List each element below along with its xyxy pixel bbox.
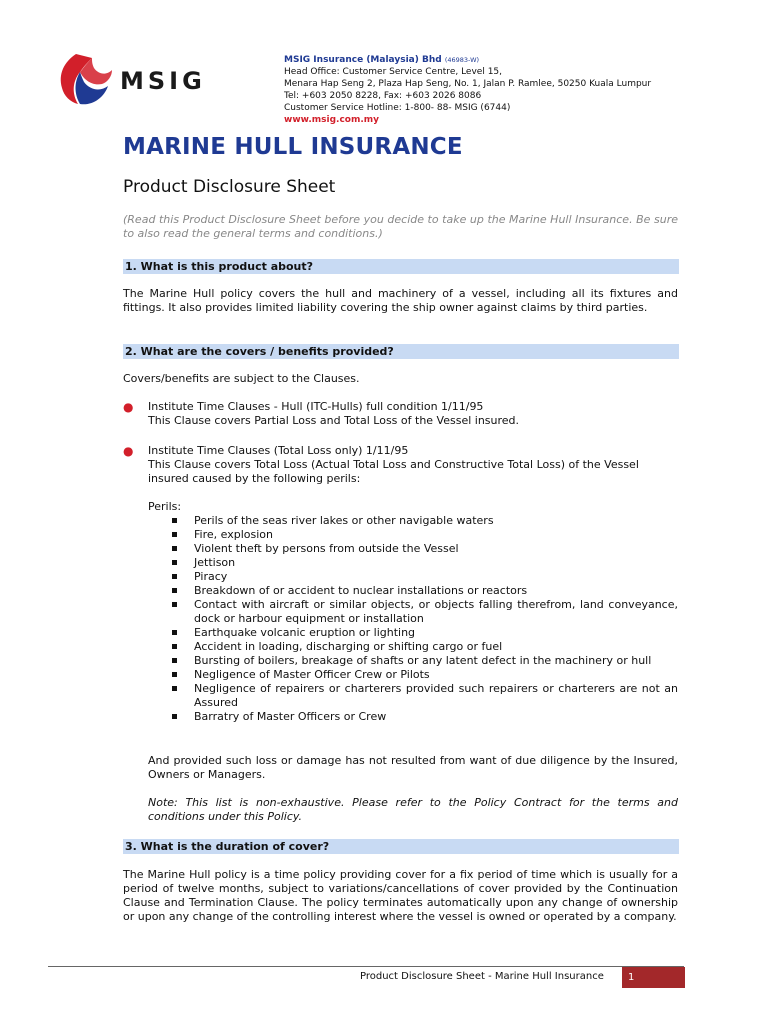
clause-desc: This Clause covers Partial Loss and Total Loss of the Vessel insured. <box>148 414 520 427</box>
square-bullet-icon <box>172 686 177 691</box>
company-info <box>284 54 651 126</box>
peril-text: Bursting of boilers, breakage of shafts or any latent defect in the machinery or hull <box>194 654 652 667</box>
section-3-body: The Marine Hull policy is a time policy providing cover for a fix period of time which is usually for a period of twelve months, subject to variations/cancellations of cover provided by the Continuation Clause and Termination Clause. The policy terminates automatically upon any change of ownership or upon any change of the controlling interest where the vessel is owned or operated by a company. <box>123 868 678 923</box>
peril-text: Negligence of repairers or charterers provided such repairers or charterers are not an Assured <box>194 682 678 709</box>
peril-text: Contact with aircraft or similar objects, or objects falling therefrom, land conveyance, dock or harbour equipment or installation <box>194 598 678 625</box>
peril-text: Negligence of Master Officer Crew or Pilots <box>194 668 430 681</box>
company-name-text: MSIG Insurance (Malaysia) Bhd <box>284 55 442 65</box>
logo-wordmark: MSIG <box>120 67 206 95</box>
list-item <box>148 584 678 598</box>
list-item <box>148 570 678 584</box>
company-name <box>284 55 479 65</box>
company-reg: (46983-W) <box>444 56 480 64</box>
square-bullet-icon <box>172 630 177 635</box>
bullet-dot: ● <box>123 400 134 414</box>
square-bullet-icon <box>172 532 177 537</box>
clause-text <box>148 400 678 428</box>
section-3-heading: 3. What is the duration of cover? <box>123 839 679 854</box>
due-diligence-text: And provided such loss or damage has not resulted from want of due diligence by the Insured, Owners or Managers. <box>148 754 678 781</box>
square-bullet-icon <box>172 658 177 663</box>
hotline: Customer Service Hotline: 1-800- 88- MSIG (6744) <box>284 103 511 113</box>
clause-title: Institute Time Clauses - Hull (ITC-Hulls) full condition 1/11/95 <box>148 400 484 413</box>
square-bullet-icon <box>172 714 177 719</box>
clause-desc: This Clause covers Total Loss (Actual Total Loss and Constructive Total Loss) of the Vessel insured caused by the following perils: <box>148 458 639 485</box>
peril-text: Jettison <box>194 556 236 569</box>
page-number: 1 <box>622 967 685 988</box>
msig-logo <box>54 48 214 108</box>
square-bullet-icon <box>172 560 177 565</box>
footer-divider <box>48 966 684 967</box>
peril-text: Fire, explosion <box>194 528 273 541</box>
peril-text: Breakdown of or accident to nuclear installations or reactors <box>194 584 528 597</box>
perils-label: Perils: <box>148 500 182 513</box>
square-bullet-icon <box>172 672 177 677</box>
website-link[interactable]: www.msig.com.my <box>284 115 380 125</box>
company-name-line <box>284 54 651 66</box>
peril-text: Earthquake volcanic eruption or lighting <box>194 626 416 639</box>
address-line-1: Head Office: Customer Service Centre, Level 15, <box>284 67 503 77</box>
list-item <box>148 682 678 710</box>
square-bullet-icon <box>172 574 177 579</box>
square-bullet-icon <box>172 644 177 649</box>
list-item <box>148 710 678 724</box>
tel-fax: Tel: +603 2050 8228, Fax: +603 2026 8086 <box>284 91 482 101</box>
address-line-2: Menara Hap Seng 2, Plaza Hap Seng, No. 1, Jalan P. Ramlee, 50250 Kuala Lumpur <box>284 79 652 89</box>
peril-text: Barratry of Master Officers or Crew <box>194 710 387 723</box>
peril-text: Accident in loading, discharging or shifting cargo or fuel <box>194 640 503 653</box>
list-item <box>148 514 678 528</box>
section-1-body: The Marine Hull policy covers the hull and machinery of a vessel, including all its fixtures and fittings. It also provides limited liability covering the ship owner against claims by third parties. <box>123 287 678 314</box>
intro-note: (Read this Product Disclosure Sheet before you decide to take up the Marine Hull Insurance. Be sure to also read the general terms and conditions.) <box>123 213 678 240</box>
clause-text <box>148 444 678 486</box>
square-bullet-icon <box>172 602 177 607</box>
list-item <box>148 640 678 654</box>
clause-title: Institute Time Clauses (Total Loss only) 1/11/95 <box>148 444 409 457</box>
list-item <box>148 556 678 570</box>
document-subtitle: Product Disclosure Sheet <box>123 177 336 197</box>
bullet-dot: ● <box>123 444 134 458</box>
square-bullet-icon <box>172 546 177 551</box>
peril-text: Perils of the seas river lakes or other navigable waters <box>194 514 494 527</box>
section-2-body: Covers/benefits are subject to the Clauses. <box>123 372 360 385</box>
section-2-heading: 2. What are the covers / benefits provided? <box>123 344 679 359</box>
perils-list <box>148 514 678 724</box>
peril-text: Piracy <box>194 570 228 583</box>
msig-logo-icon <box>54 48 118 108</box>
list-item <box>148 598 678 626</box>
footer-title: Product Disclosure Sheet - Marine Hull Insurance <box>360 971 604 982</box>
list-item <box>148 542 678 556</box>
list-item <box>148 654 678 668</box>
list-item <box>148 528 678 542</box>
non-exhaustive-note: Note: This list is non-exhaustive. Please refer to the Policy Contract for the terms and conditions under this Policy. <box>148 796 678 823</box>
list-item <box>148 668 678 682</box>
document-title: MARINE HULL INSURANCE <box>123 134 463 160</box>
section-1-heading: 1. What is this product about? <box>123 259 679 274</box>
peril-text: Violent theft by persons from outside the Vessel <box>194 542 459 555</box>
square-bullet-icon <box>172 588 177 593</box>
list-item <box>148 626 678 640</box>
square-bullet-icon <box>172 518 177 523</box>
